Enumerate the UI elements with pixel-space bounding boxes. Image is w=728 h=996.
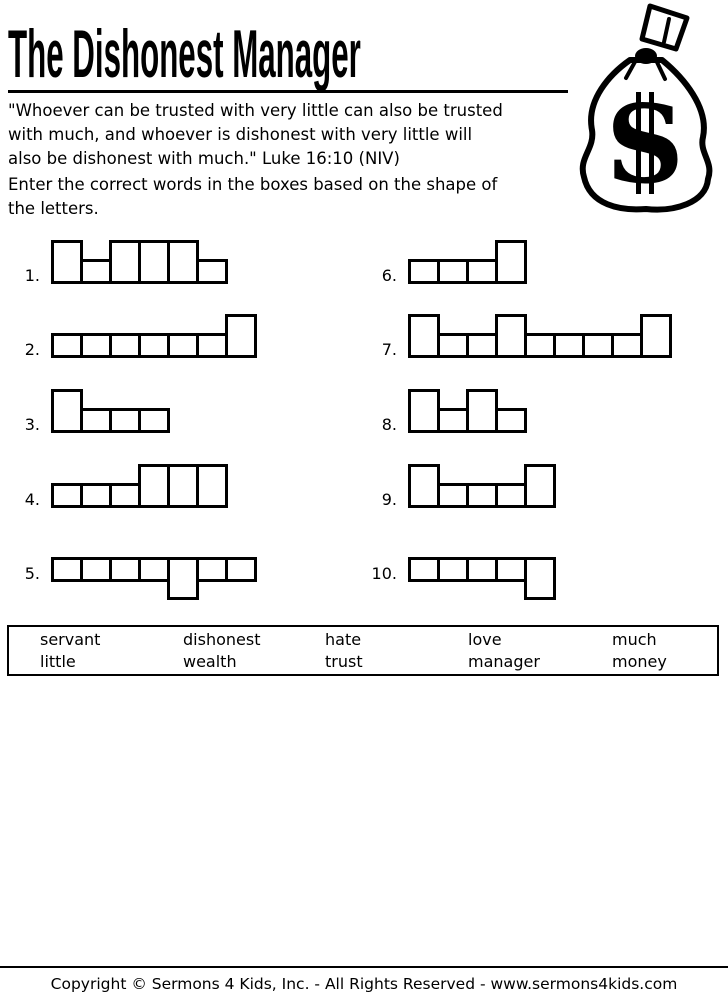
letter-box-tall[interactable] <box>225 314 257 358</box>
word-bank-item: money <box>612 652 667 671</box>
word-bank-item: love <box>468 630 502 649</box>
word-bank-item: wealth <box>183 652 237 671</box>
letter-box-short[interactable] <box>51 557 83 582</box>
svg-text:S: S <box>606 82 684 208</box>
letter-box-tall[interactable] <box>51 389 83 433</box>
letter-box-short[interactable] <box>553 333 585 358</box>
puzzle-number: 2. <box>24 340 40 359</box>
letter-box-tall[interactable] <box>51 240 83 284</box>
letter-box-descender[interactable] <box>524 557 556 600</box>
instruction-line: the letters. <box>8 199 99 218</box>
letter-box-short[interactable] <box>80 333 112 358</box>
puzzle-number: 3. <box>24 415 40 434</box>
puzzle-9 <box>359 464 556 508</box>
instruction-line: Enter the correct words in the boxes based on the shape of <box>8 175 498 194</box>
letter-box-short[interactable] <box>138 333 170 358</box>
puzzle-number: 8. <box>381 415 397 434</box>
letter-box-tall[interactable] <box>466 389 498 433</box>
instructions <box>8 173 588 221</box>
word-bank-item: little <box>40 652 76 671</box>
letter-box-tall[interactable] <box>640 314 672 358</box>
word-bank-item: much <box>612 630 657 649</box>
puzzle-number: 10. <box>371 564 397 583</box>
letter-box-short[interactable] <box>196 333 228 358</box>
letter-box-tall[interactable] <box>408 464 440 508</box>
letter-box-short[interactable] <box>466 557 498 582</box>
letter-box-short[interactable] <box>80 483 112 508</box>
letter-box-tall[interactable] <box>109 240 141 284</box>
letter-box-short[interactable] <box>466 333 498 358</box>
letter-box-short[interactable] <box>167 333 199 358</box>
letter-box-short[interactable] <box>611 333 643 358</box>
verse-line: also be dishonest with much." Luke 16:10 (NIV) <box>8 149 400 168</box>
word-bank-item: dishonest <box>183 630 261 649</box>
letter-box-short[interactable] <box>138 557 170 582</box>
letter-box-short[interactable] <box>437 259 469 284</box>
letter-box-tall[interactable] <box>138 464 170 508</box>
puzzle-7 <box>359 314 672 358</box>
letter-box-tall[interactable] <box>138 240 170 284</box>
puzzle-number: 5. <box>24 564 40 583</box>
letter-box-short[interactable] <box>495 483 527 508</box>
word-bank-item: trust <box>325 652 363 671</box>
letter-box-tall[interactable] <box>196 464 228 508</box>
letter-box-short[interactable] <box>51 483 83 508</box>
letter-box-short[interactable] <box>495 557 527 582</box>
puzzle-6 <box>359 240 527 284</box>
letter-box-short[interactable] <box>80 408 112 433</box>
letter-box-tall[interactable] <box>167 464 199 508</box>
letter-box-short[interactable] <box>437 408 469 433</box>
footer-copyright: Copyright © Sermons 4 Kids, Inc. - All Rights Reserved - www.sermons4kids.com <box>0 966 728 993</box>
letter-box-short[interactable] <box>408 557 440 582</box>
bible-verse <box>8 99 588 171</box>
letter-box-short[interactable] <box>582 333 614 358</box>
title-divider <box>8 90 568 93</box>
letter-box-tall[interactable] <box>408 314 440 358</box>
letter-box-short[interactable] <box>466 259 498 284</box>
letter-box-short[interactable] <box>466 483 498 508</box>
letter-box-short[interactable] <box>524 333 556 358</box>
puzzle-1 <box>20 240 228 284</box>
word-bank-item: manager <box>468 652 540 671</box>
puzzle-3 <box>20 389 170 433</box>
letter-box-short[interactable] <box>408 259 440 284</box>
letter-box-short[interactable] <box>109 408 141 433</box>
puzzle-number: 1. <box>24 266 40 285</box>
letter-box-short[interactable] <box>437 557 469 582</box>
letter-box-short[interactable] <box>109 483 141 508</box>
puzzle-2 <box>20 314 257 358</box>
letter-box-tall[interactable] <box>495 314 527 358</box>
letter-box-short[interactable] <box>109 333 141 358</box>
letter-box-descender[interactable] <box>167 557 199 600</box>
word-bank-item: hate <box>325 630 362 649</box>
puzzle-8 <box>359 389 527 433</box>
letter-box-short[interactable] <box>196 259 228 284</box>
letter-box-tall[interactable] <box>495 240 527 284</box>
letter-box-short[interactable] <box>138 408 170 433</box>
letter-box-short[interactable] <box>437 483 469 508</box>
letter-box-short[interactable] <box>109 557 141 582</box>
letter-box-tall[interactable] <box>167 240 199 284</box>
letter-box-tall[interactable] <box>408 389 440 433</box>
puzzle-number: 7. <box>381 340 397 359</box>
letter-box-short[interactable] <box>80 259 112 284</box>
word-bank-row <box>9 629 717 651</box>
money-bag-icon <box>566 2 726 215</box>
puzzle-number: 6. <box>381 266 397 285</box>
puzzle-10 <box>359 538 556 582</box>
letter-box-short[interactable] <box>495 408 527 433</box>
letter-box-tall[interactable] <box>524 464 556 508</box>
letter-box-short[interactable] <box>80 557 112 582</box>
word-bank-item: servant <box>40 630 101 649</box>
word-bank <box>7 625 719 676</box>
puzzle-number: 4. <box>24 490 40 509</box>
word-bank-row <box>9 651 717 673</box>
puzzle-number: 9. <box>381 490 397 509</box>
letter-box-short[interactable] <box>196 557 228 582</box>
letter-box-short[interactable] <box>437 333 469 358</box>
puzzle-4 <box>20 464 228 508</box>
puzzle-5 <box>20 538 257 582</box>
verse-line: with much, and whoever is dishonest with very little will <box>8 125 473 144</box>
page-title: The Dishonest Manager <box>8 16 361 92</box>
letter-box-short[interactable] <box>51 333 83 358</box>
letter-box-short[interactable] <box>225 557 257 582</box>
verse-line: "Whoever can be trusted with very little can also be trusted <box>8 101 503 120</box>
